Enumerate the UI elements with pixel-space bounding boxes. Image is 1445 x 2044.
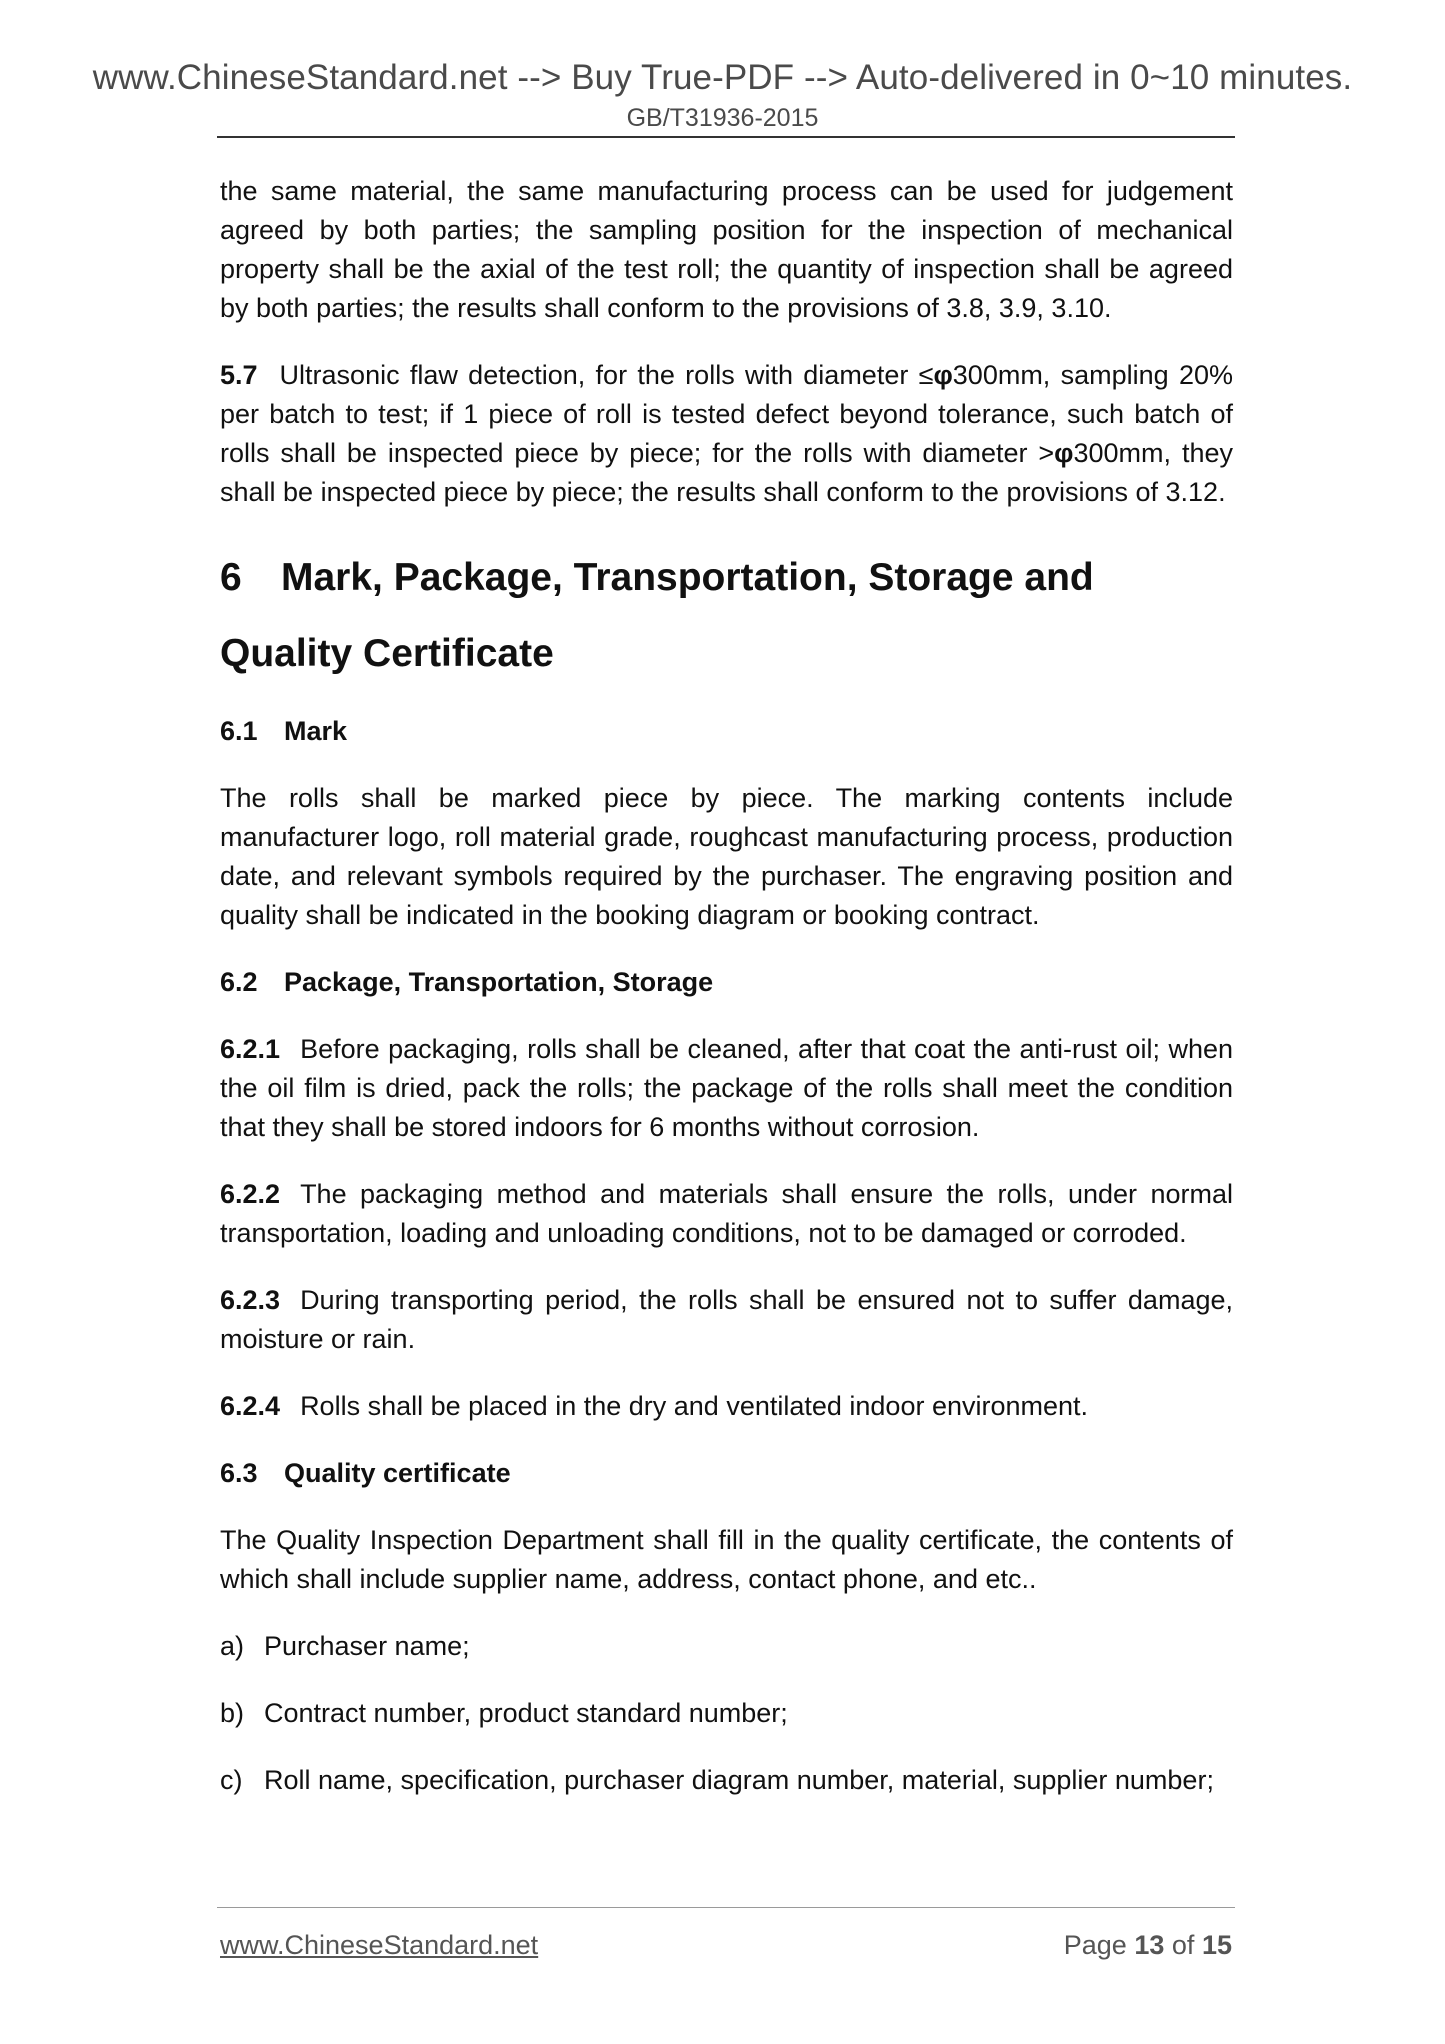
clause-number: 6.2.2 (220, 1179, 281, 1209)
list-item (220, 1694, 1233, 1733)
paragraph-6-3: The Quality Inspection Department shall fill in the quality certificate, the contents of which shall include supplier name, address, contact phone, and etc.. (220, 1525, 1233, 1594)
clause-number: 6.2.3 (220, 1285, 281, 1315)
footer-divider (217, 1907, 1235, 1908)
header-banner: www.ChineseStandard.net --> Buy True-PDF --> Auto-delivered in 0~10 minutes. (92, 58, 1353, 97)
section-title: Mark, Package, Transportation, Storage and Quality Certificate (220, 556, 1094, 675)
heading-6-2 (220, 963, 1233, 1002)
list-item (220, 1761, 1233, 1800)
phi-symbol: φ (1054, 438, 1074, 468)
phi-symbol: φ (933, 360, 953, 390)
clause-number: 6.2.4 (220, 1391, 281, 1421)
clause-text: Rolls shall be placed in the dry and ventilated indoor environment. (300, 1391, 1089, 1421)
heading-title: Mark (284, 716, 348, 746)
paragraph-6-1: The rolls shall be marked piece by piece. The marking contents include manufacturer logo, roll material grade, roughcast manufacturing process, production date, and relevant symbols required by the purchaser. The engraving position and quality shall be indicated in the booking diagram or booking contract. (220, 783, 1233, 930)
page-indicator (1064, 1930, 1232, 1961)
document-id: GB/T31936-2015 (626, 104, 819, 132)
heading-6-1 (220, 712, 1233, 751)
header-divider (217, 136, 1235, 138)
list-item (220, 1627, 1233, 1666)
heading-title: Quality certificate (284, 1458, 511, 1488)
page-word: Page (1063, 1930, 1127, 1960)
list-marker: b) (220, 1698, 245, 1728)
list-text: Contract number, product standard number; (264, 1698, 788, 1728)
clause-text: Before packaging, rolls shall be cleaned, after that coat the anti-rust oil; when the oil film is dried, pack the rolls; the package of the rolls shall meet the condition that they shall be stored indoors for 6 months without corrosion. (220, 1034, 1233, 1142)
clause-text: The packaging method and materials shall ensure the rolls, under normal transportation, loading and unloading conditions, not to be damaged or corroded. (220, 1179, 1233, 1248)
clause-number: 5.7 (220, 360, 258, 390)
section-6-heading (220, 540, 1233, 692)
section-number: 6 (220, 556, 242, 599)
clause-6-2-1 (220, 1030, 1233, 1147)
clause-text: Ultrasonic flaw detection, for the rolls with diameter ≤ (279, 360, 934, 390)
list-text: Roll name, specification, purchaser diagram number, material, supplier number; (264, 1765, 1214, 1795)
heading-number: 6.1 (220, 716, 258, 746)
footer-site-link[interactable]: www.ChineseStandard.net (220, 1930, 539, 1960)
clause-6-2-4 (220, 1387, 1233, 1426)
heading-6-3 (220, 1454, 1233, 1493)
current-page: 13 (1134, 1930, 1165, 1960)
clause-text: 300mm, sampling 20% per batch to test; if 1 piece of roll is tested defect beyond tolerance, such batch of rolls shall be inspected piece by piece; for the rolls with diameter > (220, 360, 1233, 468)
clause-5-7 (220, 356, 1233, 512)
clause-6-2-3 (220, 1281, 1233, 1359)
list-text: Purchaser name; (264, 1631, 470, 1661)
heading-number: 6.3 (220, 1458, 258, 1488)
heading-number: 6.2 (220, 967, 258, 997)
heading-title: Package, Transportation, Storage (284, 967, 714, 997)
list-marker: a) (220, 1631, 245, 1661)
page-content (220, 172, 1233, 1828)
clause-number: 6.2.1 (220, 1034, 281, 1064)
clause-text: 300mm, they shall be inspected piece by piece; the results shall conform to the provisions of 3.12. (220, 438, 1233, 507)
total-pages: 15 (1201, 1930, 1232, 1960)
list-marker: c) (220, 1765, 243, 1795)
of-word: of (1171, 1930, 1195, 1960)
clause-6-2-2 (220, 1175, 1233, 1253)
continued-paragraph: the same material, the same manufacturing process can be used for judgement agreed by both parties; the sampling position for the inspection of mechanical property shall be the axial of the test roll; the quantity of inspection shall be agreed by both parties; the results shall conform to the provisions of 3.8, 3.9, 3.10. (220, 176, 1233, 323)
clause-text: During transporting period, the rolls shall be ensured not to suffer damage, moisture or rain. (220, 1285, 1233, 1354)
